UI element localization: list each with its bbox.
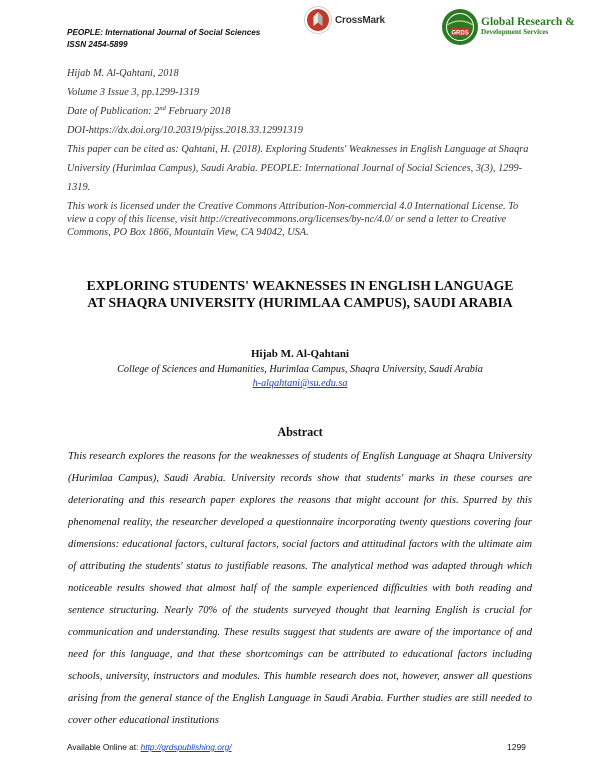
grds-logo	[441, 8, 575, 46]
license-text: This work is licensed under the Creative Commons Attribution-Non-commercial 4.0 International License. To view a copy of this license, visit http://creativecommons.org/licenses/by-nc/4.0/ or send a letter to Creative Commons, PO Box 1866, Mountain View, CA 94042, USA.	[67, 201, 519, 238]
svg-text:GRDS: GRDS	[451, 30, 469, 37]
crossmark-label: CrossMark	[335, 14, 385, 26]
author-affiliation: College of Sciences and Humanities, Hurimlaa Campus, Shaqra University, Saudi Arabia	[117, 364, 483, 375]
journal-title: PEOPLE: International Journal of Social Sciences	[67, 28, 261, 37]
author-name: Hijab M. Al-Qahtani	[250, 348, 350, 360]
article-metadata	[67, 64, 537, 239]
publication-date: Date of Publication: 2nd February 2018	[67, 105, 231, 117]
abstract-text: This research explores the reasons for the weaknesses of students of English Language at Shaqra University (Hurimlaa Campus), Saudi Arabia. University records show that students' marks in these courses are deteriorating and this research paper explores the reasons that might account for this. Spurred by this phenomenal reality, the researcher developed a questionnaire incorporating twenty questions covering four dimensions: educational factors, cultural factors, social factors and attitudinal factors with the ultimate aim of attributing the students' status to justifiable reasons. The analytical method was adapted through which noticeable results showed that almost half of the sample experienced difficulties with both reading and sentence structuring. Nearly 70% of the students surveyed thought that learning English is crucial for communication and understanding. These results suggest that students are aware of the importance of and need for this language, and that these shortcomings can be attributed to educational factors including schools, university, instructors and modules. This humble research does not, however, answer all questions arising from the general stance of the English Language in Saudi Arabia. Further studies are still needed to cover other educational institutions	[68, 451, 532, 726]
journal-issn: ISSN 2454-5899	[67, 40, 128, 49]
citation-text: This paper can be cited as: Qahtani, H. (2018). Exploring Students' Weaknesses in English Language at Shaqra University (Hurimlaa Campus), Saudi Arabia. PEOPLE: International Journal of Social Sciences, 3(3), 1299-1319.	[67, 144, 529, 193]
footer-label: Available Online at:	[67, 742, 141, 752]
volume-info: Volume 3 Issue 3, pp.1299-1319	[67, 87, 200, 98]
author-email-link[interactable]: h-alqahtani@su.edu.sa	[252, 378, 348, 389]
grds-subtitle: Development Services	[481, 28, 549, 36]
footer-availability	[67, 742, 232, 752]
doi-link[interactable]: DOI-https://dx.doi.org/10.20319/pijss.2018.33.12991319	[67, 125, 303, 136]
journal-header	[67, 27, 260, 51]
paper-title: EXPLORING STUDENTS' WEAKNESSES IN ENGLISH LANGUAGE AT SHAQRA UNIVERSITY (HURIMLAA CAMPUS), SAUDI ARABIA	[86, 278, 514, 310]
footer-url-link[interactable]: http://grdspublishing.org/	[140, 742, 232, 752]
author-year: Hijab M. Al-Qahtani, 2018	[67, 68, 179, 79]
author-email	[0, 378, 600, 389]
grds-name: Global Research &	[481, 16, 575, 28]
grds-seal-icon	[441, 8, 479, 46]
crossmark-badge[interactable]	[304, 6, 385, 34]
page-number: 1299	[507, 742, 526, 752]
abstract-heading: Abstract	[277, 425, 323, 439]
crossmark-icon	[304, 6, 332, 34]
